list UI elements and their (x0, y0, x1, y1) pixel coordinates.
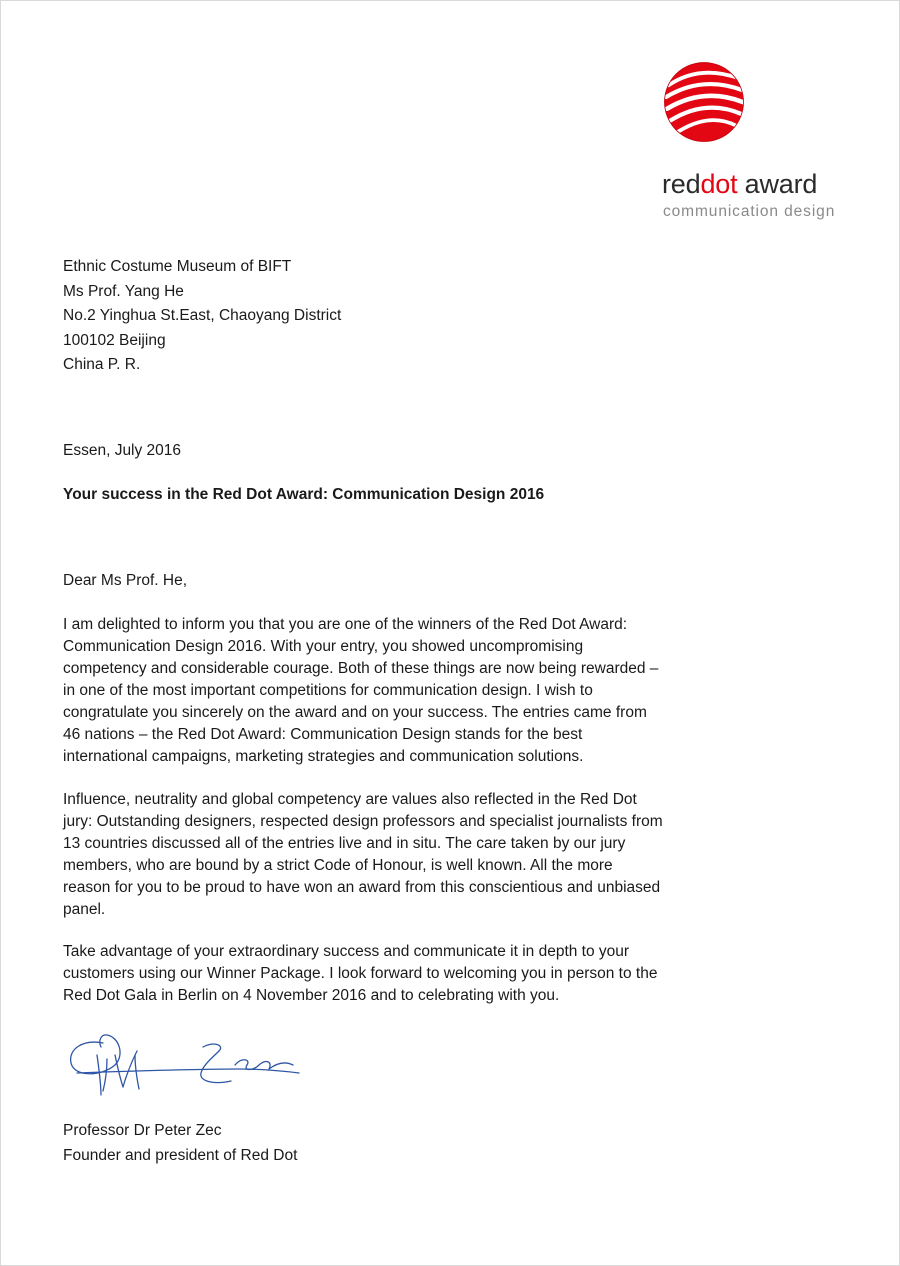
address-line: 100102 Beijing (63, 331, 166, 349)
body-paragraph-3: Take advantage of your extraordinary success and communicate it in depth to your customers using our Winner Package. I look forward to welcoming you in person to the Red Dot Gala in Berlin on 4 November 2016 and to celebrating with you. (63, 943, 658, 1004)
logo-wordmark (662, 169, 817, 199)
address-line: Ethnic Costume Museum of BIFT (63, 258, 292, 275)
red-dot-sphere-icon (662, 60, 746, 144)
handwritten-signature (63, 1025, 313, 1105)
logo-word-red: red (662, 169, 701, 199)
body-paragraph-1: I am delighted to inform you that you are one of the winners of the Red Dot Award: Communication Design 2016. With your entry, you showed uncompromising competency and considerable courage. Both of these things are now being rewarded – in one of the most important competitions for communication design. I wish to congratulate you sincerely on the award and on your success. The entries came from 46 nations – the Red Dot Award: Communication Design stands for the best international campaigns, marketing strategies and communication solutions. (63, 616, 659, 765)
logo-word-award: award (737, 169, 818, 199)
address-line: China P. R. (63, 356, 141, 373)
salutation: Dear Ms Prof. He, (63, 572, 188, 589)
signer-title: Founder and president of Red Dot (63, 1146, 298, 1164)
signer-block (63, 1119, 297, 1168)
body-paragraph-2: Influence, neutrality and global competency are values also reflected in the Red Dot jury: Outstanding designers, respected design professors and specialist journalists from 13 countries discussed all of the entries live and in situ. The care taken by our jury members, who are bound by a strict Code of Honour, is well known. All the more reason for you to be proud to have won an award from this conscientious and unbiased panel. (63, 791, 663, 918)
letter-subject: Your success in the Red Dot Award: Communication Design 2016 (63, 486, 545, 503)
letter-date: Essen, July 2016 (63, 442, 182, 459)
address-line: Ms Prof. Yang He (63, 282, 184, 300)
logo-word-dot: dot (700, 169, 738, 199)
logo-subtitle: communication design (663, 203, 836, 220)
address-line: No.2 Yinghua St.East, Chaoyang District (63, 307, 342, 324)
recipient-address (63, 255, 341, 378)
signer-name: Professor Dr Peter Zec (63, 1122, 222, 1139)
